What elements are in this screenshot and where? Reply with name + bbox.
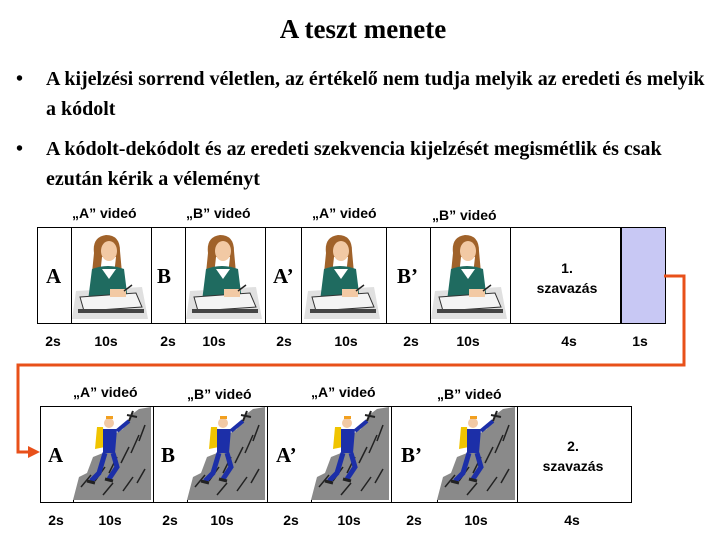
video-label: „A” videó [72,205,137,221]
sequence-letter: B’ [401,443,422,467]
video-label: „A” videó [312,205,377,221]
duration: 2s [160,333,176,349]
duration: 10s [210,512,234,528]
sequence-letter: A [48,443,64,467]
duration: 2s [403,333,419,349]
video-label: „B” videó [186,205,251,221]
video-label: „A” videó [311,384,376,400]
duration: 2s [283,512,299,528]
mountain-climber-icon [437,407,515,500]
duration: 10s [334,333,358,349]
vote-number: 1. [561,260,573,276]
duration: 10s [464,512,488,528]
duration: 10s [456,333,480,349]
video-label: „B” videó [437,386,502,402]
duration: 10s [337,512,361,528]
vote-number: 2. [567,438,579,454]
video-label: „A” videó [73,384,138,400]
sequence-letter: B [161,443,176,467]
mountain-climber-icon [187,407,265,500]
bullet-dot: • [16,138,24,160]
bullet-text: A kódolt-dekódolt és az eredeti szekvencia kijelzését megismétlik és csak ezután kérik a véleményt [46,138,662,190]
sequence-letter: A’ [276,443,297,467]
bullet-text: A kijelzési sorrend véletlen, az értékelő nem tudja melyik az eredeti és melyik a kódolt [46,68,705,120]
mountain-climber-icon [311,407,389,500]
duration: 2s [162,512,178,528]
duration: 10s [94,333,118,349]
duration: 2s [406,512,422,528]
duration: 4s [564,512,580,528]
vote-text: szavazás [536,280,598,296]
video-label: „B” videó [187,386,252,402]
duration: 10s [202,333,226,349]
page-title: A teszt menete [279,14,447,44]
video-label: „B” videó [432,207,497,223]
sequence-letter: A’ [273,264,294,288]
sequence-letter: B [157,264,172,288]
duration: 2s [276,333,292,349]
sequence-letter: A [46,264,62,288]
duration: 2s [45,333,61,349]
bullet-dot: • [16,68,24,90]
vote-label [516,436,630,476]
duration: 4s [561,333,577,349]
vote-text: szavazás [542,458,604,474]
duration: 2s [48,512,64,528]
sequence-letter: B’ [397,264,418,288]
duration: 10s [98,512,122,528]
mountain-climber-icon [73,407,151,500]
duration: 1s [632,333,648,349]
